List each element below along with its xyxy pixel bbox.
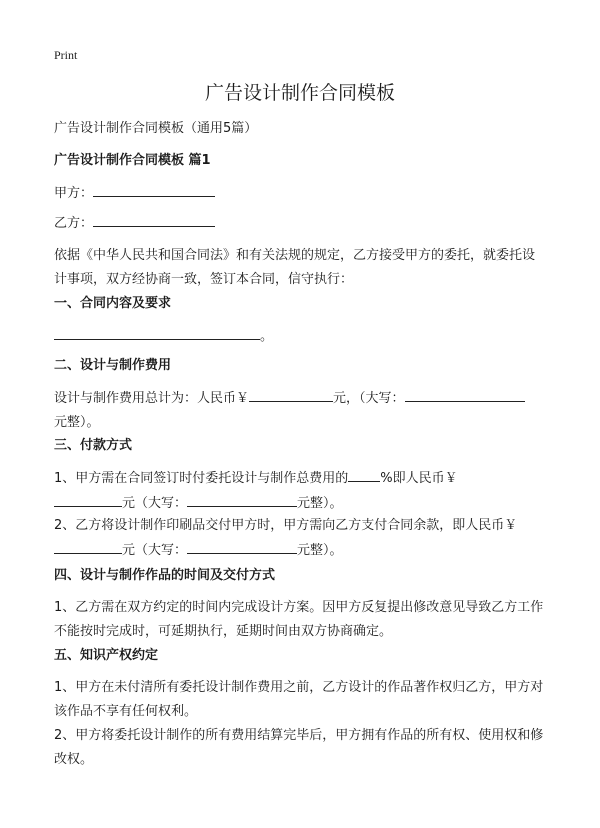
party-a-label: 甲方： — [54, 186, 94, 201]
balance-amount-blank — [54, 538, 122, 554]
section-5-paragraph-1: 1、甲方在未付清所有委托设计制作费用之前，乙方设计的作品著作权归乙方，甲方对该作品不享有任何权利。 — [54, 680, 544, 719]
section-heading: 广告设计制作合同模板 篇1 — [54, 153, 211, 168]
party-b-label: 乙方： — [54, 216, 94, 231]
section-4-paragraph-1: 1、乙方需在双方约定的时间内完成设计方案。因甲方反复提出修改意见导致乙方工作不能按时完成时，可延期执行，延期时间由双方协商确定。 — [54, 600, 544, 639]
print-label: Print — [54, 48, 78, 62]
intro-paragraph: 依据《中华人民共和国合同法》和有关法规的规定，乙方接受甲方的委托，就委托设计事项，双方经协商一致，签订本合同，信守执行： — [54, 248, 536, 287]
section-5-title: 五、知识产权约定 — [54, 648, 159, 663]
section-2-title: 二、设计与制作费用 — [54, 358, 172, 373]
party-a-blank — [93, 181, 215, 197]
first-payment-amount-blank — [54, 491, 122, 507]
section-2-paragraph: 设计与制作费用总计为：人民币￥ 元，（大写： 元整）。 — [54, 386, 546, 435]
balance-uppercase-blank — [187, 538, 297, 554]
page-title: 广告设计制作合同模板 — [204, 82, 395, 104]
percent-blank — [348, 466, 380, 482]
subtitle: 广告设计制作合同模板（通用5篇） — [54, 121, 258, 136]
section-3-paragraph-1: 1、甲方需在合同签订时付委托设计与制作总费用的 %即人民币￥ 元（大写： 元整）。 — [54, 466, 546, 516]
party-b-line — [54, 211, 546, 236]
section-3-title: 三、付款方式 — [54, 438, 133, 453]
section-1-title: 一、合同内容及要求 — [54, 296, 172, 311]
first-payment-uppercase-blank — [187, 491, 297, 507]
section-1-line: 。 — [54, 324, 546, 349]
section-4-title: 四、设计与制作作品的时间及交付方式 — [54, 568, 276, 583]
section-3-paragraph-2: 2、乙方将设计制作印刷品交付甲方时，甲方需向乙方支付合同余款，即人民币￥ 元（大写： 元整）。 — [54, 518, 518, 558]
fee-amount-blank — [249, 386, 333, 402]
party-a-line — [54, 181, 546, 206]
fee-uppercase-blank — [405, 386, 525, 402]
party-b-blank — [93, 211, 215, 227]
section-5-paragraph-2: 2、甲方将委托设计制作的所有费用结算完毕后，甲方拥有作品的所有权、使用权和修改权。 — [54, 728, 544, 767]
contract-content-blank — [54, 324, 260, 340]
